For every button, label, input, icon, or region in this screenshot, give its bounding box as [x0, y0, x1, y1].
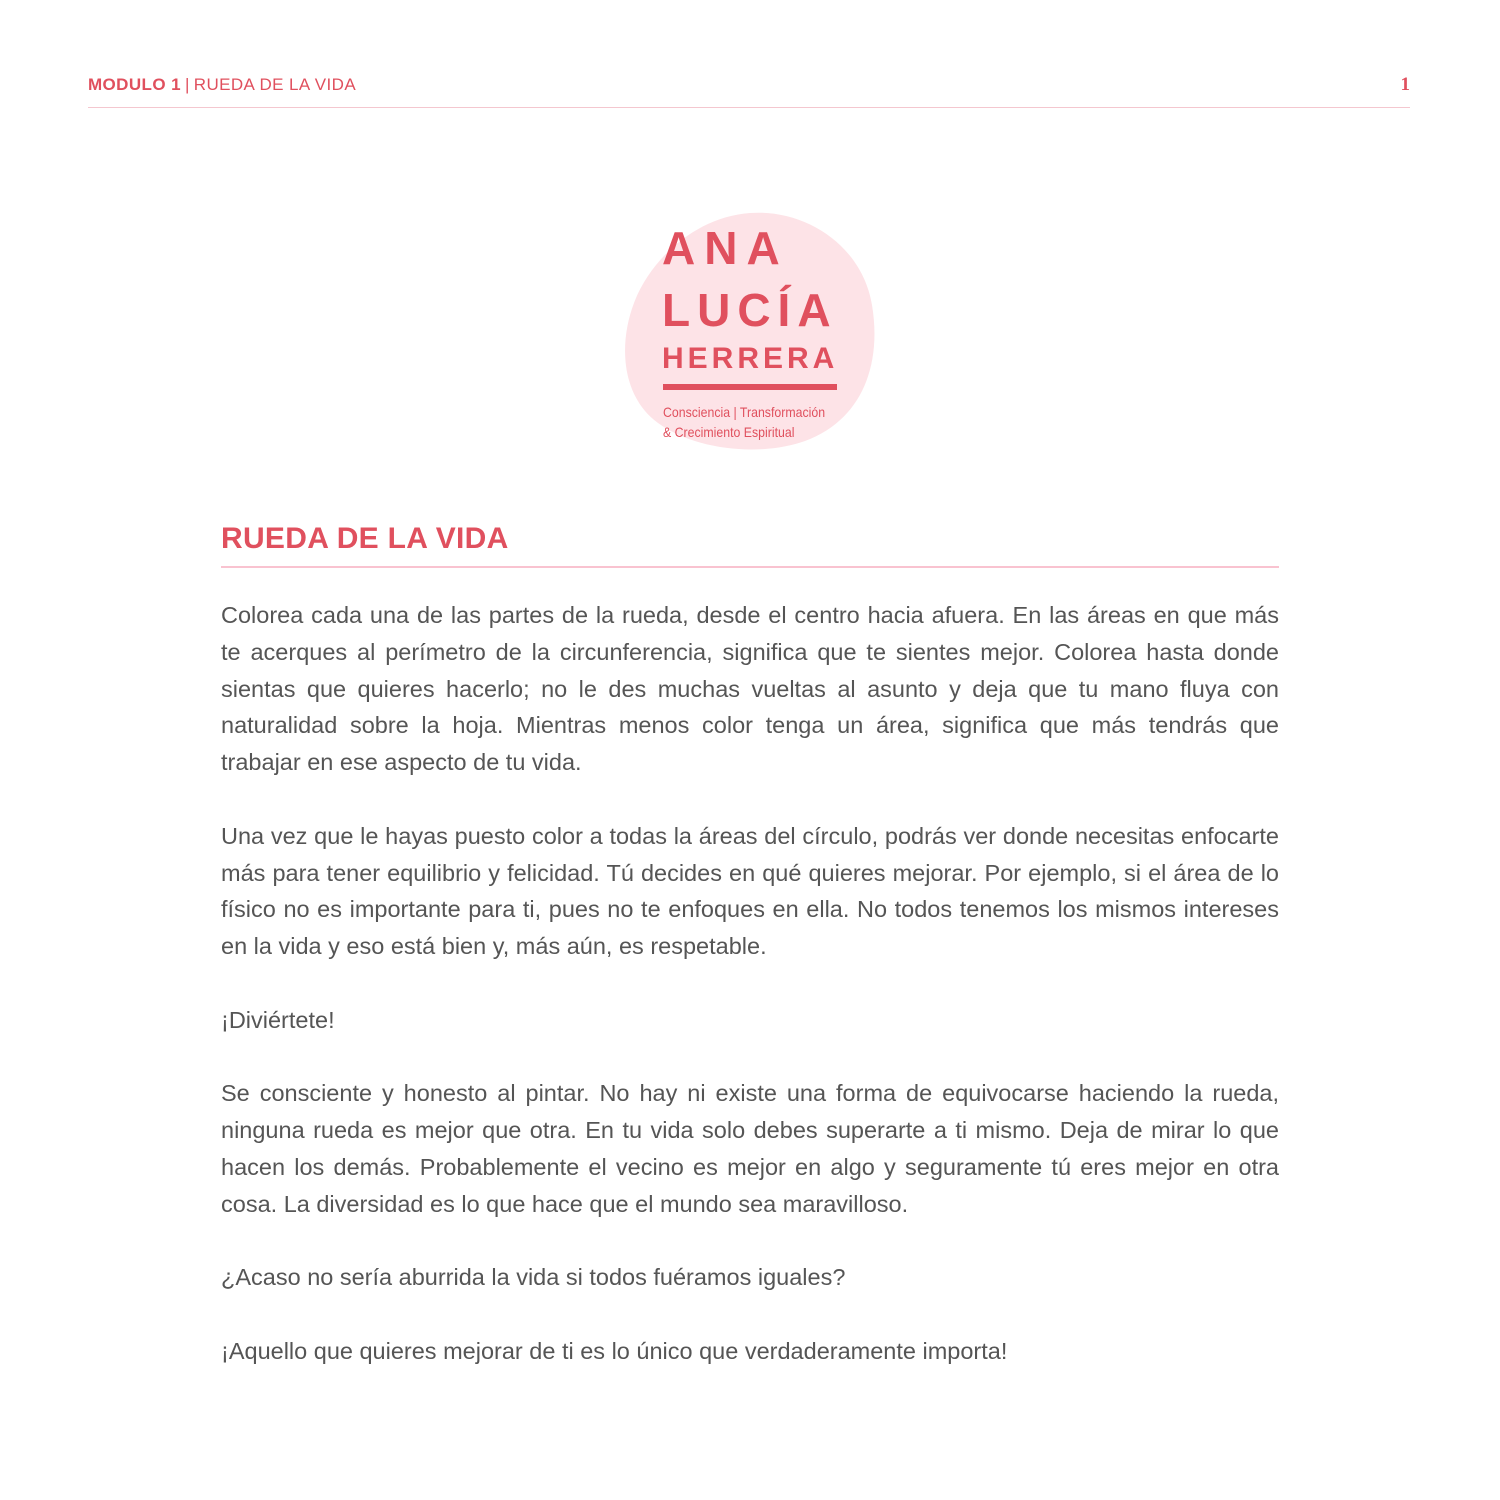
page-number: 1	[1400, 74, 1410, 95]
section-name: RUEDA DE LA VIDA	[193, 75, 357, 94]
page-header	[88, 74, 1410, 108]
paragraph-3: ¡Diviértete!	[221, 1006, 335, 1033]
paragraph-4: Se consciente y honesto al pintar. No hay ni existe una forma de equivocarse haciendo la rueda, ninguna rueda es mejor que otra. En tu vida solo debes superarte a ti mismo. Deja de mirar lo que hacen los demás. Probablemente el vecino es mejor en algo y seguramente tú eres mejor en otra cosa. La diversidad es lo que hace que el mundo sea maravilloso.	[221, 1080, 1279, 1217]
paragraph-2: Una vez que le hayas puesto color a todas la áreas del círculo, podrás ver donde necesitas enfocarte más para tener equilibrio y felicidad. Tú decides en qué quieres mejorar. Por ejemplo, si el área de lo físico no es importante para ti, pues no te enfoques en ella. No todos tenemos los mismos intereses en la vida y eso está bien y, más aún, es respetable.	[221, 822, 1279, 960]
logo-second-name: LUCÍA	[662, 284, 838, 336]
logo-surname: HERRERA	[662, 342, 839, 375]
paragraph-1: Colorea cada una de las partes de la rueda, desde el centro hacia afuera. En las áreas en que más te acerques al perímetro de la circunferencia, significa que te sientes mejor. Colorea hasta donde sientas que quieres hacerlo; no le des muchas vueltas al asunto y deja que tu mano fluya con naturalidad sobre la hoja. Mientras menos color tenga un área, significa que más tendrás que trabajar en ese aspecto de tu vida.	[221, 602, 1279, 776]
logo-first-name: ANA	[662, 222, 789, 274]
logo-underline	[663, 384, 837, 390]
module-label	[88, 75, 356, 95]
brand-logo	[600, 205, 900, 455]
page-title: RUEDA DE LA VIDA	[221, 520, 1279, 568]
logo-tagline-1: Consciencia | Transformación	[663, 404, 826, 420]
header-separator: |	[184, 75, 190, 94]
module-number: MODULO 1	[88, 75, 181, 94]
body-text	[221, 597, 1279, 1370]
logo-tagline-2: & Crecimiento Espiritual	[663, 424, 795, 440]
paragraph-5: ¿Acaso no sería aburrida la vida si todos fuéramos iguales?	[221, 1264, 846, 1291]
paragraph-6: ¡Aquello que quieres mejorar de ti es lo único que verdaderamente importa!	[221, 1337, 1008, 1364]
